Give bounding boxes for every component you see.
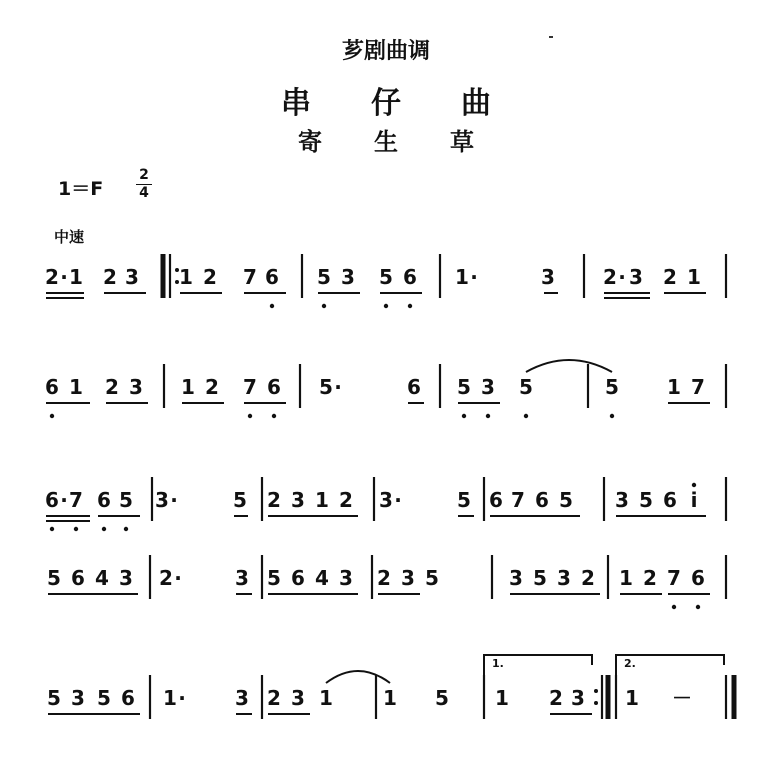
octave-dot-below <box>408 304 412 308</box>
note-symbol: · <box>178 686 186 710</box>
note-symbol: 2 <box>159 566 173 590</box>
note-symbol: 3 <box>629 265 643 289</box>
note-symbol: 1 <box>495 686 509 710</box>
note-symbol: 7 <box>511 488 525 512</box>
note-symbol: 6 <box>291 566 305 590</box>
octave-dot-below <box>50 414 54 418</box>
note-symbol: 2 <box>103 265 117 289</box>
note-symbol: 6 <box>265 265 279 289</box>
note-symbol: 1 <box>619 566 633 590</box>
note-symbol: 1 <box>625 686 639 710</box>
note-symbol: 5 <box>435 686 449 710</box>
key-signature: 1＝F <box>58 178 104 200</box>
tie-arc <box>526 360 612 372</box>
octave-dot-below <box>672 605 676 609</box>
volta-label-1: 1. <box>492 657 504 670</box>
octave-dot-below <box>270 304 274 308</box>
note-symbol: 2 <box>105 375 119 399</box>
note-symbol: 5 <box>317 265 331 289</box>
note-symbol: 3 <box>571 686 585 710</box>
note-symbol: 5 <box>533 566 547 590</box>
note-symbol: 1 <box>455 265 469 289</box>
note-symbol: · <box>60 265 68 289</box>
note-symbol: 6 <box>407 375 421 399</box>
note-symbol: · <box>470 265 478 289</box>
note-symbol: 1 <box>69 265 83 289</box>
note-symbol: 1 <box>179 265 193 289</box>
note-symbol: · <box>174 566 182 590</box>
octave-dot-below <box>248 414 252 418</box>
note-symbol: 3 <box>235 686 249 710</box>
note-symbol: 3 <box>509 566 523 590</box>
note-symbol: 7 <box>243 375 257 399</box>
note-symbol: 5 <box>119 488 133 512</box>
note-symbol: · <box>618 265 626 289</box>
note-symbol: 6 <box>97 488 111 512</box>
note-symbol: · <box>60 488 68 512</box>
note-symbol: · <box>394 488 402 512</box>
note-symbol: 5 <box>97 686 111 710</box>
note-symbol: 3 <box>119 566 133 590</box>
note-symbol: 1 <box>181 375 195 399</box>
note-symbol: 6 <box>71 566 85 590</box>
note-symbol: 3 <box>379 488 393 512</box>
note-symbol: 3 <box>155 488 169 512</box>
note-symbol: 2 <box>267 686 281 710</box>
note-symbol: 2 <box>663 265 677 289</box>
note-symbol: i <box>690 488 698 512</box>
note-symbol: 7 <box>667 566 681 590</box>
note-symbol: 5 <box>457 375 471 399</box>
note-symbol: － <box>672 686 692 710</box>
note-symbol: 5 <box>267 566 281 590</box>
note-symbol: 3 <box>291 488 305 512</box>
note-symbol: 1 <box>319 686 333 710</box>
octave-dot-below <box>524 414 528 418</box>
note-symbol: 1 <box>383 686 397 710</box>
note-symbol: 2 <box>549 686 563 710</box>
note-symbol: 5 <box>519 375 533 399</box>
note-symbol: 6 <box>267 375 281 399</box>
repeat-dot <box>594 701 598 705</box>
note-symbol: 1 <box>69 375 83 399</box>
note-symbol: 2 <box>581 566 595 590</box>
octave-dot-below <box>74 527 78 531</box>
note-symbol: 5 <box>639 488 653 512</box>
note-symbol: 5 <box>319 375 333 399</box>
note-symbol: 5 <box>425 566 439 590</box>
note-symbol: 2 <box>45 265 59 289</box>
note-symbol: 6 <box>403 265 417 289</box>
note-symbol: 6 <box>535 488 549 512</box>
note-symbol: 1 <box>687 265 701 289</box>
note-symbol: 3 <box>401 566 415 590</box>
repeat-dot <box>594 689 598 693</box>
note-symbol: 3 <box>615 488 629 512</box>
note-symbol: 7 <box>691 375 705 399</box>
volta-label-2: 2. <box>624 657 636 670</box>
note-symbol: 5 <box>605 375 619 399</box>
octave-dot-below <box>102 527 106 531</box>
note-symbol: 5 <box>457 488 471 512</box>
note-symbol: 2 <box>339 488 353 512</box>
octave-dot-below <box>272 414 276 418</box>
octave-dot-below <box>486 414 490 418</box>
note-symbol: 3 <box>291 686 305 710</box>
note-symbol: 6 <box>45 375 59 399</box>
note-symbol: 7 <box>69 488 83 512</box>
note-symbol: 5 <box>379 265 393 289</box>
note-symbol: 3 <box>557 566 571 590</box>
note-symbol: 2 <box>205 375 219 399</box>
note-symbol: 1 <box>315 488 329 512</box>
note-symbol: · <box>334 375 342 399</box>
repeat-dot <box>175 268 179 272</box>
note-symbol: 3 <box>235 566 249 590</box>
octave-dot-below <box>50 527 54 531</box>
note-symbol: 3 <box>341 265 355 289</box>
note-symbol: 5 <box>47 686 61 710</box>
note-symbol: 3 <box>481 375 495 399</box>
note-symbol: 5 <box>559 488 573 512</box>
note-symbol: 2 <box>603 265 617 289</box>
song-title: 串仔曲 <box>281 86 551 121</box>
note-symbol: 4 <box>315 566 329 590</box>
note-symbol: 2 <box>643 566 657 590</box>
octave-dot-below <box>610 414 614 418</box>
time-numerator: 2 <box>139 167 149 183</box>
note-symbol: 4 <box>95 566 109 590</box>
note-symbol: 3 <box>339 566 353 590</box>
note-symbol: 6 <box>489 488 503 512</box>
repeat-dot <box>175 280 179 284</box>
note-symbol: 6 <box>691 566 705 590</box>
octave-dot-below <box>384 304 388 308</box>
note-symbol: 2 <box>267 488 281 512</box>
note-symbol: 5 <box>233 488 247 512</box>
note-symbol: · <box>170 488 178 512</box>
note-symbol: 3 <box>541 265 555 289</box>
note-symbol: 3 <box>71 686 85 710</box>
tie-arc <box>326 671 390 683</box>
note-symbol: 3 <box>125 265 139 289</box>
song-subtitle: 寄生草 <box>298 128 526 156</box>
octave-dot-below <box>322 304 326 308</box>
note-symbol: 1 <box>163 686 177 710</box>
note-symbol: 6 <box>121 686 135 710</box>
note-symbol: 3 <box>129 375 143 399</box>
note-symbol: 2 <box>203 265 217 289</box>
octave-dot-above <box>692 483 696 487</box>
note-symbol: 1 <box>667 375 681 399</box>
note-symbol: 7 <box>243 265 257 289</box>
note-symbol: 6 <box>45 488 59 512</box>
note-symbol: 5 <box>47 566 61 590</box>
tempo-marking: 中速 <box>54 228 85 246</box>
octave-dot-below <box>462 414 466 418</box>
octave-dot-below <box>696 605 700 609</box>
note-symbol: 6 <box>663 488 677 512</box>
genre-title: 芗剧曲调 <box>341 39 430 64</box>
time-denominator: 4 <box>139 185 149 201</box>
note-symbol: 2 <box>377 566 391 590</box>
octave-dot-below <box>124 527 128 531</box>
